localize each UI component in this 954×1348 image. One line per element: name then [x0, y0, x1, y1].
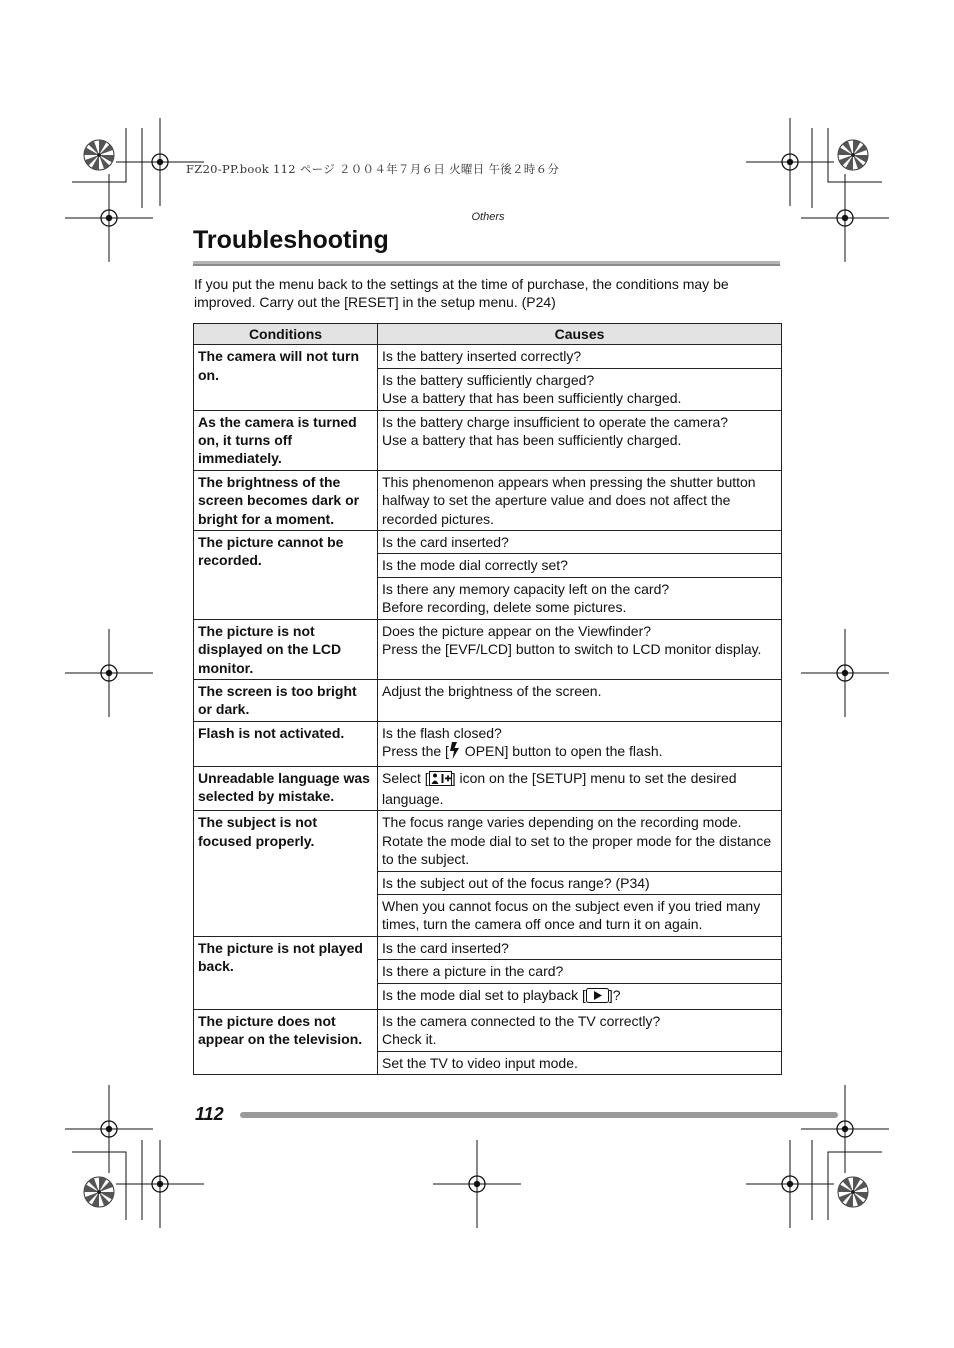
print-header: FZ20-PP.book 112 ページ ２００４年７月６日 火曜日 午後２時６分 [186, 162, 560, 176]
cause-cell: Is the battery charge insufficient to operate the camera? Use a battery that has been sufficiently charged. [378, 410, 782, 470]
cause-cell: Does the picture appear on the Viewfinder? Press the [EVF/LCD] button to switch to LCD monitor display. [378, 619, 782, 679]
cause-cell: Is the subject out of the focus range? (P34) [378, 871, 782, 894]
table-row [194, 721, 782, 766]
condition-cell: The picture is not played back. [194, 936, 378, 1009]
intro-text: If you put the menu back to the settings at the time of purchase, the conditions may be improved. Carry out the [RESET] in the setup menu. (P24) [194, 276, 729, 310]
header-conditions: Conditions [194, 324, 378, 345]
cause-cell: Is there any memory capacity left on the card? Before recording, delete some pictures. [378, 577, 782, 619]
cause-text: ]? [608, 986, 621, 1003]
language-setup-icon [429, 771, 452, 790]
table-row [194, 679, 782, 721]
playback-icon [586, 988, 609, 1007]
cause-line: Is the flash closed? [382, 724, 502, 741]
condition-cell: Flash is not activated. [194, 721, 378, 766]
cause-cell: Is there a picture in the card? [378, 960, 782, 983]
condition-cell: The picture does not appear on the television. [194, 1010, 378, 1075]
condition-cell: The picture is not displayed on the LCD monitor. [194, 619, 378, 679]
condition-cell: The camera will not turn on. [194, 345, 378, 410]
cause-text: Is the mode dial set to playback [ [382, 986, 586, 1003]
table-header-row [194, 324, 782, 345]
cause-cell: The focus range varies depending on the recording mode. Rotate the mode dial to set to the proper mode for the distance to the subject. [378, 811, 782, 871]
cause-cell: Is the card inserted? [378, 936, 782, 959]
table-row [194, 345, 782, 368]
table-row [194, 1010, 782, 1052]
cause-cell [378, 721, 782, 766]
cause-cell [378, 766, 782, 811]
condition-cell: The screen is too bright or dark. [194, 679, 378, 721]
condition-cell: The subject is not focused properly. [194, 811, 378, 936]
condition-cell: The brightness of the screen becomes dark or bright for a moment. [194, 470, 378, 530]
title-rule [193, 261, 780, 266]
footer-rule [240, 1112, 838, 1118]
table-row [194, 619, 782, 679]
page-number: 112 [195, 1104, 224, 1124]
table-row [194, 470, 782, 530]
page-title: Troubleshooting [193, 226, 389, 254]
cause-cell: This phenomenon appears when pressing the shutter button halfway to set the aperture value and does not affect the recorded pictures. [378, 470, 782, 530]
header-causes: Causes [378, 324, 782, 345]
cause-cell: Is the card inserted? [378, 531, 782, 554]
condition-cell: The picture cannot be recorded. [194, 531, 378, 620]
table-row [194, 531, 782, 554]
cause-text: Select [ [382, 769, 429, 786]
troubleshooting-table [193, 323, 782, 1075]
table-row [194, 766, 782, 811]
table-row [194, 410, 782, 470]
cause-line [382, 742, 778, 763]
cause-cell: Is the battery sufficiently charged? Use a battery that has been sufficiently charged. [378, 368, 782, 410]
cause-cell: Is the mode dial correctly set? [378, 554, 782, 577]
cause-text: ] icon on the [SETUP] menu to set the desired language. [382, 769, 737, 807]
condition-cell: As the camera is turned on, it turns off immediately. [194, 410, 378, 470]
flash-bolt-icon [449, 742, 461, 763]
cause-cell: Adjust the brightness of the screen. [378, 679, 782, 721]
cause-cell: Is the camera connected to the TV correctly? Check it. [378, 1010, 782, 1052]
cause-cell: Is the battery inserted correctly? [378, 345, 782, 368]
section-label: Others [471, 211, 505, 223]
cause-cell: When you cannot focus on the subject even if you tried many times, turn the camera off once and turn it on again. [378, 894, 782, 936]
cause-text: OPEN] button to open the flash. [460, 743, 663, 760]
cause-cell: Set the TV to video input mode. [378, 1051, 782, 1074]
cause-cell [378, 983, 782, 1009]
table-row [194, 936, 782, 959]
cause-text: Press the [ [382, 743, 449, 760]
table-row [194, 811, 782, 871]
condition-cell: Unreadable language was selected by mistake. [194, 766, 378, 811]
